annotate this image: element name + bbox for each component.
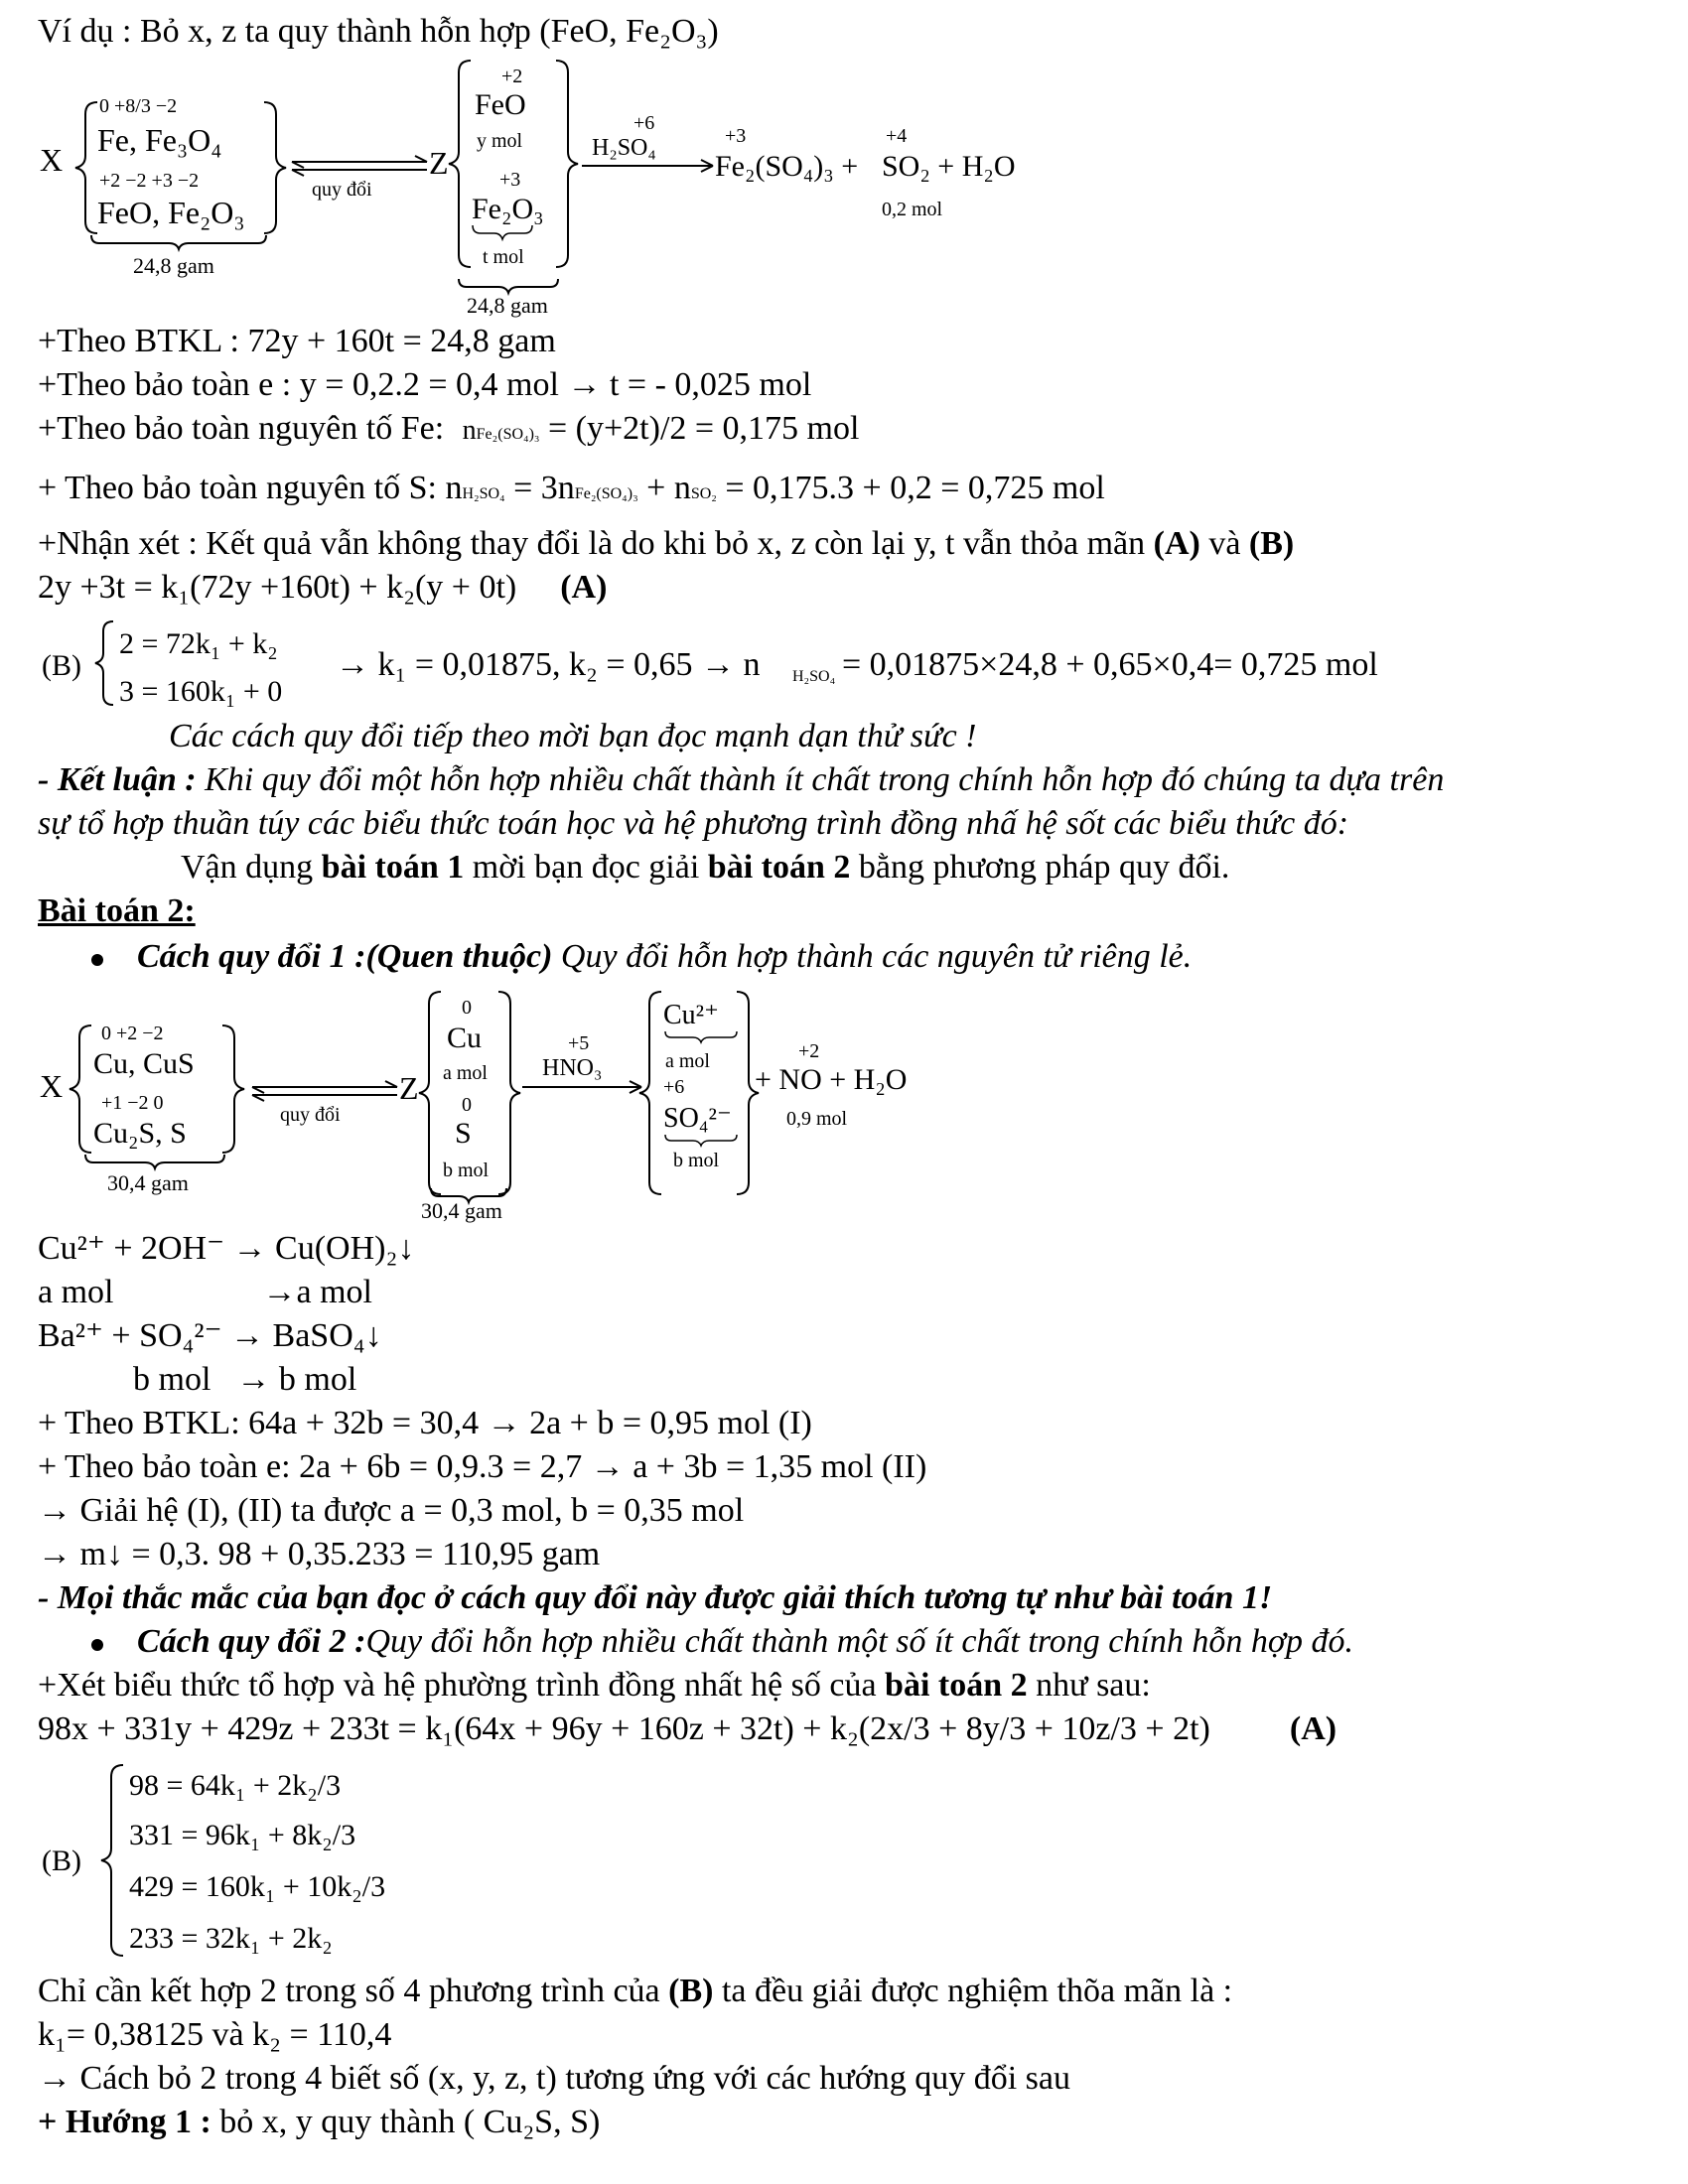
d1-r1: Fe, Fe₃O₄ [97,122,222,158]
d1-ox1: 0 +8/3 −2 [99,95,178,117]
reaction-cu-oh: Cu²⁺ + 2OH⁻ → Cu(OH)₂↓ [38,1230,415,1267]
sysb2-eq2: 331 = 96k₁ + 8k₂/3 [129,1819,356,1851]
d1-ox3: +2 [501,66,523,87]
d2-z: Z [399,1070,419,1106]
d2-ox1: 0 +2 −2 [101,1023,164,1044]
solve-line: → Giải hệ (I), (II) ta được a = 0,3 mol, b = 0,35 mol [38,1492,745,1529]
btkl-2-line: + Theo BTKL: 64a + 32b = 30,4 → 2a + b = 0,95 mol (I) [38,1405,812,1441]
diagram-cu-s [30,988,1023,1246]
d2-so4: SO₄²⁻ [663,1103,732,1134]
d1-r2: FeO, Fe₂O₃ [97,195,245,230]
d2-prod: + NO + H₂O [755,1063,908,1096]
reaction-ba-so4: Ba²⁺ + SO₄²⁻ → BaSO₄↓ [38,1317,382,1354]
d1-ox2: +2 −2 +3 −2 [99,170,200,192]
d1-mass2: 24,8 gam [467,293,548,318]
d2-amol: a mol [443,1062,488,1084]
d1-reagent: H₂SO₄ [592,135,656,161]
d1-prod2: SO₂ + H₂O [882,150,1016,183]
sysb1-rest3: = 0,01875×24,8 + 0,65×0,4= 0,725 mol [842,646,1378,683]
method-1-line: Cách quy đổi 1 :(Quen thuộc) Quy đổi hỗn hợp thành các nguyên tử riêng lẻ. [137,938,1193,975]
system-b1 [38,615,1626,715]
d1-tmol: t mol [483,246,524,268]
d2-arrow-label: quy đổi [280,1104,341,1126]
diagram-feo-fe2o3 [30,55,1162,323]
sysb1-rest2: H₂SO₄ [792,668,836,685]
d1-arrow-label: quy đổi [312,179,372,201]
conclusion-line: - Kết luận : Khi quy đổi một hỗn hợp nhiều chất thành ít chất trong chính hỗn hợp đó chúng ta dựa trên [38,761,1445,798]
d1-underbrace-x [91,235,266,249]
d1-ymol: y mol [477,130,523,152]
d2-r1: Cu, CuS [93,1047,195,1080]
d1-mass: 24,8 gam [133,253,214,278]
reaction-cu-mol: a mol →a mol [38,1274,372,1310]
conclusion-line-2: sự tổ hợp thuần túy các biểu thức toán học và hệ phương trình đồng nhấ hệ sốt các biểu thức đó: [38,805,1349,842]
fe-balance-line: +Theo bảo toàn nguyên tố Fe: nFe₂(SO₄)₃ = (y+2t)/2 = 0,175 mol [38,410,860,447]
d1-ox6: +3 [725,125,747,147]
d1-ox5: +6 [633,112,655,134]
identity-a-line: 2y +3t = k₁(72y +160t) + k₂(y + 0t) (A) [38,569,608,606]
sysb1-label: (B) [42,649,81,682]
remark-line: +Nhận xét : Kết quả vẫn không thay đổi là do khi bỏ x, z còn lại y, t vẫn thỏa mãn (A) và (B) [38,525,1295,562]
d2-bmol2: b mol [673,1150,720,1171]
d2-ox3: 0 [462,997,472,1019]
sysb2-eq3: 429 = 160k₁ + 10k₂/3 [129,1870,386,1903]
combine-line: Chỉ cần kết hợp 2 trong số 4 phương trình của (B) ta đều giải được nghiệm thõa mãn là : [38,1973,1233,2009]
d2-mass: 30,4 gam [107,1170,189,1195]
directions-line: → Cách bỏ 2 trong 4 biết số (x, y, z, t) tương ứng với các hướng quy đổi sau [38,2060,1070,2097]
bullet-1 [91,954,103,966]
d2-cu: Cu [447,1022,483,1054]
sysb1-rest1: → k₁ = 0,01875, k₂ = 0,65 → n [336,646,761,683]
questions-line: - Mọi thắc mắc của bạn đọc ở cách quy đổi này được giải thích tương tự như bài toán 1! [38,1579,1273,1616]
sysb1-eq2: 3 = 160k₁ + 0 [119,675,283,708]
mass-line: → m↓ = 0,3. 98 + 0,35.233 = 110,95 gam [38,1536,601,1572]
d1-ox4: +3 [499,169,521,191]
d2-amol2: a mol [665,1050,710,1072]
k-values-line: k₁= 0,38125 và k₂ = 110,4 [38,2016,392,2053]
method-2-line: Cách quy đổi 2 :Quy đổi hỗn hợp nhiều chất thành một số ít chất trong chính hỗn hợp đó. [137,1623,1353,1660]
sysb2-eq1: 98 = 64k₁ + 2k₂/3 [129,1769,342,1802]
s-balance-line: + Theo bảo toàn nguyên tố S: nH₂SO₄ = 3nFe₂(SO₄)₃ + nSO₂ = 0,175.3 + 0,2 = 0,725 mol [38,470,1105,506]
d1-prod1: Fe₂(SO₄)₃ + [715,150,859,183]
d1-brace-left [75,102,97,233]
d2-ox6: +6 [663,1076,685,1098]
d1-ox7: +4 [886,125,908,147]
electron-balance-line: +Theo bảo toàn e : y = 0,2.2 = 0,4 mol → t = - 0,025 mol [38,366,812,403]
apply-line: Vận dụng bài toán 1 mời bạn đọc giải bài toán 2 bằng phương pháp quy đổi. [181,849,1230,886]
sysb2-eq4: 233 = 32k₁ + 2k₂ [129,1922,333,1955]
d2-r2: Cu₂S, S [93,1117,187,1150]
d1-x: X [40,142,64,178]
d1-fe2o3: Fe₂O₃ [472,193,544,225]
system-b2 [38,1759,733,1968]
d2-ox2: +1 −2 0 [101,1092,164,1114]
identity-2-line: 98x + 331y + 429z + 233t = k₁(64x + 96y + 160z + 32t) + k₂(2x/3 + 8y/3 + 10z/3 + 2t) (A) [38,1710,1337,1747]
direction-1-line: + Hướng 1 : bỏ x, y quy thành ( Cu₂S, S) [38,2104,601,2140]
d2-bmol: b mol [443,1160,490,1181]
bullet-2 [91,1639,103,1651]
d2-ox4: 0 [462,1094,472,1116]
btkl-line: +Theo BTKL : 72y + 160t = 24,8 gam [38,323,556,359]
d2-x: X [40,1068,64,1104]
try-line: Các cách quy đổi tiếp theo mời bạn đọc mạnh dạn thử sức ! [169,718,977,754]
sysb1-eq1: 2 = 72k₁ + k₂ [119,627,278,660]
reaction-ba-mol: b mol → b mol [133,1361,357,1398]
intro-line: Ví dụ : Bỏ x, z ta quy thành hỗn hợp (FeO, Fe₂O₃) [38,13,719,50]
d2-reagent: HNO₃ [542,1055,603,1081]
d2-ox5: +5 [568,1032,590,1054]
d2-mass2: 30,4 gam [421,1198,502,1223]
electron-2-line: + Theo bảo toàn e: 2a + 6b = 0,9.3 = 2,7 → a + 3b = 1,35 mol (II) [38,1448,927,1485]
heading-bai-toan-2: Bài toán 2: [38,892,196,929]
sysb2-label: (B) [42,1844,81,1877]
d1-feo: FeO [475,88,526,121]
d2-nomol: 0,9 mol [786,1108,848,1130]
consider-line: +Xét biểu thức tổ hợp và hệ phường trình đồng nhất hệ số của bài toán 2 như sau: [38,1667,1151,1704]
d1-z: Z [429,145,449,181]
d2-s: S [455,1117,472,1150]
d2-ox7: +2 [798,1040,820,1062]
d1-so2mol: 0,2 mol [882,199,943,220]
d1-brace-right [264,102,286,233]
d2-cu2: Cu²⁺ [663,1000,719,1030]
